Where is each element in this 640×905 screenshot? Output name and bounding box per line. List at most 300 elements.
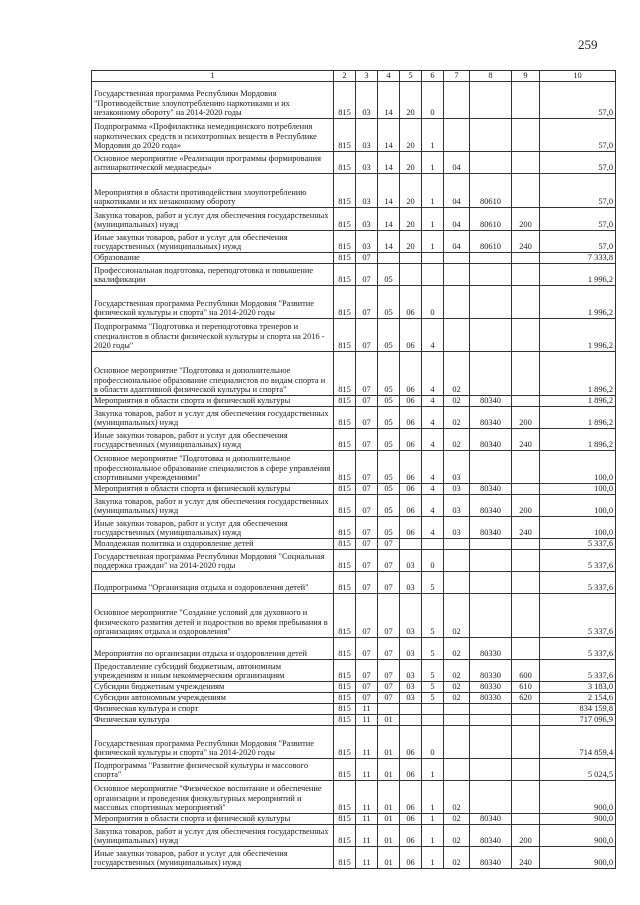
code-cell-c3: 03 — [356, 174, 378, 208]
code-cell-c3: 11 — [356, 847, 378, 869]
code-cell-c7: 03 — [444, 484, 470, 495]
code-cell-c8: 80340 — [470, 847, 512, 869]
row-name: Подпрограмма "Подготовка и переподготовка тренеров и специалистов в области физической культуры и спорта на 2016 - 2020 годы" — [92, 319, 334, 352]
code-cell-c4: 14 — [378, 231, 400, 253]
code-cell-c5: 06 — [400, 517, 422, 539]
code-cell-c2: 815 — [334, 594, 356, 638]
code-cell-c6: 0 — [422, 82, 444, 119]
code-cell-c9: 610 — [512, 682, 540, 693]
code-cell-c5: 06 — [400, 286, 422, 319]
code-cell-c6 — [422, 715, 444, 726]
code-cell-c6: 5 — [422, 638, 444, 660]
code-cell-c3: 03 — [356, 231, 378, 253]
row-name: Физическая культура и спорт — [92, 704, 334, 715]
code-cell-c2: 815 — [334, 231, 356, 253]
amount-cell: 1 996,2 — [540, 319, 616, 352]
code-cell-c3: 07 — [356, 429, 378, 451]
row-name: Субсидии бюджетным учреждениям — [92, 682, 334, 693]
amount-cell: 100,0 — [540, 451, 616, 484]
code-cell-c7: 02 — [444, 682, 470, 693]
table-row — [92, 550, 616, 572]
row-name: Государственная программа Республики Мордовия "Социальная поддержка граждан" на 2014-2020 годы — [92, 550, 334, 572]
code-cell-c6: 1 — [422, 231, 444, 253]
code-cell-c5: 06 — [400, 726, 422, 759]
table-row — [92, 814, 616, 825]
code-cell-c7: 02 — [444, 594, 470, 638]
code-cell-c2: 815 — [334, 119, 356, 152]
code-cell-c5: 20 — [400, 231, 422, 253]
amount-cell: 714 859,4 — [540, 726, 616, 759]
code-cell-c8 — [470, 594, 512, 638]
code-cell-c9 — [512, 704, 540, 715]
code-cell-c9: 240 — [512, 847, 540, 869]
row-name: Закупка товаров, работ и услуг для обеспечения государственных (муниципальных) нужд — [92, 495, 334, 517]
code-cell-c3: 07 — [356, 264, 378, 286]
code-cell-c9 — [512, 152, 540, 174]
code-cell-c7: 02 — [444, 396, 470, 407]
table-row — [92, 396, 616, 407]
table-row — [92, 572, 616, 594]
amount-cell: 3 183,0 — [540, 682, 616, 693]
code-cell-c6: 5 — [422, 660, 444, 682]
code-cell-c4: 05 — [378, 264, 400, 286]
code-cell-c5: 03 — [400, 638, 422, 660]
code-cell-c8 — [470, 572, 512, 594]
code-cell-c4: 05 — [378, 429, 400, 451]
table-row — [92, 847, 616, 869]
row-name: Иные закупки товаров, работ и услуг для обеспечения государственных (муниципальных) нужд — [92, 847, 334, 869]
table-row — [92, 253, 616, 264]
code-cell-c2: 815 — [334, 539, 356, 550]
code-cell-c9 — [512, 253, 540, 264]
code-cell-c9: 200 — [512, 495, 540, 517]
code-cell-c3: 07 — [356, 550, 378, 572]
code-cell-c6: 4 — [422, 484, 444, 495]
code-cell-c4: 01 — [378, 781, 400, 814]
code-cell-c9: 200 — [512, 407, 540, 429]
amount-cell: 1 896,2 — [540, 407, 616, 429]
code-cell-c4: 07 — [378, 539, 400, 550]
code-cell-c4: 01 — [378, 814, 400, 825]
code-cell-c9 — [512, 715, 540, 726]
code-cell-c2: 815 — [334, 693, 356, 704]
code-cell-c9 — [512, 759, 540, 781]
code-cell-c9 — [512, 726, 540, 759]
code-cell-c3: 11 — [356, 814, 378, 825]
amount-cell: 5 337,6 — [540, 638, 616, 660]
code-cell-c5: 06 — [400, 352, 422, 396]
amount-cell: 100,0 — [540, 495, 616, 517]
code-cell-c5: 06 — [400, 484, 422, 495]
code-cell-c4: 05 — [378, 286, 400, 319]
amount-cell: 5 024,5 — [540, 759, 616, 781]
code-cell-c6: 0 — [422, 286, 444, 319]
code-cell-c9 — [512, 594, 540, 638]
code-cell-c7 — [444, 715, 470, 726]
code-cell-c4: 05 — [378, 451, 400, 484]
code-cell-c5 — [400, 715, 422, 726]
code-cell-c9: 240 — [512, 517, 540, 539]
code-cell-c6: 5 — [422, 682, 444, 693]
amount-cell: 57,0 — [540, 231, 616, 253]
code-cell-c7 — [444, 119, 470, 152]
code-cell-c7: 03 — [444, 451, 470, 484]
row-name: Молодежная политика и оздоровление детей — [92, 539, 334, 550]
code-cell-c2: 815 — [334, 517, 356, 539]
code-cell-c6: 1 — [422, 825, 444, 847]
code-cell-c8 — [470, 451, 512, 484]
column-header: 10 — [540, 71, 616, 82]
amount-cell: 7 333,8 — [540, 253, 616, 264]
code-cell-c7 — [444, 704, 470, 715]
amount-cell: 57,0 — [540, 82, 616, 119]
code-cell-c4: 05 — [378, 495, 400, 517]
code-cell-c2: 815 — [334, 82, 356, 119]
code-cell-c7: 02 — [444, 693, 470, 704]
amount-cell: 834 159,8 — [540, 704, 616, 715]
code-cell-c8 — [470, 253, 512, 264]
code-cell-c5: 20 — [400, 119, 422, 152]
table-row — [92, 715, 616, 726]
row-name: Субсидии автономным учреждениям — [92, 693, 334, 704]
table-row — [92, 484, 616, 495]
code-cell-c4: 07 — [378, 638, 400, 660]
code-cell-c2: 815 — [334, 152, 356, 174]
amount-cell: 2 154,6 — [540, 693, 616, 704]
code-cell-c9 — [512, 638, 540, 660]
row-name: Образование — [92, 253, 334, 264]
code-cell-c2: 815 — [334, 352, 356, 396]
code-cell-c2: 815 — [334, 264, 356, 286]
code-cell-c3: 11 — [356, 825, 378, 847]
code-cell-c6: 4 — [422, 517, 444, 539]
amount-cell: 5 337,6 — [540, 539, 616, 550]
code-cell-c8 — [470, 264, 512, 286]
code-cell-c2: 815 — [334, 484, 356, 495]
code-cell-c2: 815 — [334, 638, 356, 660]
table-row — [92, 319, 616, 352]
code-cell-c6: 1 — [422, 847, 444, 869]
table-row — [92, 174, 616, 208]
amount-cell: 900,0 — [540, 847, 616, 869]
table-row — [92, 825, 616, 847]
code-cell-c9 — [512, 484, 540, 495]
code-cell-c7: 02 — [444, 825, 470, 847]
code-cell-c5: 06 — [400, 429, 422, 451]
code-cell-c8: 80340 — [470, 429, 512, 451]
code-cell-c3: 07 — [356, 693, 378, 704]
code-cell-c8 — [470, 82, 512, 119]
code-cell-c3: 07 — [356, 407, 378, 429]
code-cell-c2: 815 — [334, 550, 356, 572]
code-cell-c4: 14 — [378, 119, 400, 152]
code-cell-c6: 1 — [422, 759, 444, 781]
code-cell-c8: 80330 — [470, 693, 512, 704]
code-cell-c7: 04 — [444, 152, 470, 174]
code-cell-c4: 05 — [378, 517, 400, 539]
row-name: Основное мероприятие "Подготовка и дополнительное профессиональное образование специалистов по видам спорта и в области адаптивной физической культуры и спорта" — [92, 352, 334, 396]
code-cell-c4: 14 — [378, 174, 400, 208]
code-cell-c8 — [470, 726, 512, 759]
code-cell-c5: 03 — [400, 550, 422, 572]
code-cell-c8: 80610 — [470, 208, 512, 231]
row-name: Мероприятия в области противодействия злоупотреблению наркотиками и их незаконному обороту — [92, 174, 334, 208]
table-row — [92, 208, 616, 231]
table-row — [92, 82, 616, 119]
row-name: Государственная программа Республики Мордовия "Развитие физической культуры и спорта" на 2014-2020 годы — [92, 286, 334, 319]
code-cell-c4: 07 — [378, 693, 400, 704]
code-cell-c3: 07 — [356, 682, 378, 693]
code-cell-c5: 06 — [400, 847, 422, 869]
code-cell-c7: 04 — [444, 174, 470, 208]
column-header: 2 — [334, 71, 356, 82]
amount-cell: 717 096,9 — [540, 715, 616, 726]
code-cell-c6: 5 — [422, 572, 444, 594]
code-cell-c3: 07 — [356, 495, 378, 517]
code-cell-c5: 20 — [400, 208, 422, 231]
table-row — [92, 682, 616, 693]
code-cell-c4: 07 — [378, 682, 400, 693]
code-cell-c3: 11 — [356, 759, 378, 781]
code-cell-c4: 14 — [378, 82, 400, 119]
code-cell-c8: 80340 — [470, 396, 512, 407]
code-cell-c7 — [444, 286, 470, 319]
code-cell-c4 — [378, 253, 400, 264]
code-cell-c5: 03 — [400, 594, 422, 638]
code-cell-c5: 06 — [400, 407, 422, 429]
row-name: Мероприятия в области спорта и физической культуры — [92, 396, 334, 407]
code-cell-c3: 11 — [356, 715, 378, 726]
code-cell-c6: 5 — [422, 594, 444, 638]
code-cell-c4: 05 — [378, 396, 400, 407]
column-header: 9 — [512, 71, 540, 82]
code-cell-c5 — [400, 704, 422, 715]
row-name: Подпрограмма «Профилактика немедицинского потребления наркотических средств и психотропных веществ в Республике Мордовия до 2020 года» — [92, 119, 334, 152]
code-cell-c3: 07 — [356, 660, 378, 682]
code-cell-c5: 06 — [400, 814, 422, 825]
code-cell-c6: 5 — [422, 693, 444, 704]
table-row — [92, 352, 616, 396]
code-cell-c8: 80340 — [470, 484, 512, 495]
code-cell-c7 — [444, 726, 470, 759]
row-name: Закупка товаров, работ и услуг для обеспечения государственных (муниципальных) нужд — [92, 208, 334, 231]
code-cell-c4: 01 — [378, 759, 400, 781]
code-cell-c2: 815 — [334, 319, 356, 352]
amount-cell: 900,0 — [540, 814, 616, 825]
amount-cell: 57,0 — [540, 208, 616, 231]
code-cell-c8 — [470, 319, 512, 352]
table-row — [92, 517, 616, 539]
code-cell-c5 — [400, 264, 422, 286]
code-cell-c5: 20 — [400, 82, 422, 119]
code-cell-c6: 1 — [422, 814, 444, 825]
table-row — [92, 638, 616, 660]
code-cell-c8: 80340 — [470, 825, 512, 847]
row-name: Мероприятия по организации отдыха и оздоровления детей — [92, 638, 334, 660]
code-cell-c2: 815 — [334, 715, 356, 726]
amount-cell: 5 337,6 — [540, 572, 616, 594]
code-cell-c5: 06 — [400, 495, 422, 517]
code-cell-c4: 14 — [378, 152, 400, 174]
code-cell-c9 — [512, 451, 540, 484]
row-name: Основное мероприятие "Физическое воспитание и обеспечение организации и проведения физкультурных мероприятий и массовых спортивных мероприятий" — [92, 781, 334, 814]
column-header: 5 — [400, 71, 422, 82]
row-name: Подпрограмма "Развитие физической культуры и массового спорта" — [92, 759, 334, 781]
amount-cell: 900,0 — [540, 781, 616, 814]
code-cell-c4 — [378, 704, 400, 715]
table-row — [92, 152, 616, 174]
code-cell-c3: 07 — [356, 253, 378, 264]
table-row — [92, 693, 616, 704]
column-header: 3 — [356, 71, 378, 82]
code-cell-c3: 07 — [356, 594, 378, 638]
code-cell-c2: 815 — [334, 660, 356, 682]
code-cell-c6: 1 — [422, 208, 444, 231]
code-cell-c4: 07 — [378, 594, 400, 638]
code-cell-c5: 06 — [400, 451, 422, 484]
code-cell-c3: 07 — [356, 572, 378, 594]
row-name: Физическая культура — [92, 715, 334, 726]
code-cell-c8 — [470, 704, 512, 715]
table-row — [92, 286, 616, 319]
code-cell-c2: 815 — [334, 208, 356, 231]
code-cell-c9 — [512, 286, 540, 319]
code-cell-c6 — [422, 539, 444, 550]
code-cell-c4: 05 — [378, 352, 400, 396]
code-cell-c4: 07 — [378, 572, 400, 594]
code-cell-c5: 03 — [400, 682, 422, 693]
row-name: Закупка товаров, работ и услуг для обеспечения государственных (муниципальных) нужд — [92, 407, 334, 429]
code-cell-c8: 80610 — [470, 174, 512, 208]
table-row — [92, 781, 616, 814]
row-name: Основное мероприятие "Создание условий для духовного и физического развития детей и подростков во время пребывания в организациях отдыха и оздоровления" — [92, 594, 334, 638]
code-cell-c8: 80340 — [470, 814, 512, 825]
amount-cell: 5 337,6 — [540, 660, 616, 682]
code-cell-c5 — [400, 253, 422, 264]
budget-table — [91, 70, 616, 869]
code-cell-c5: 06 — [400, 396, 422, 407]
code-cell-c8 — [470, 781, 512, 814]
code-cell-c7: 02 — [444, 638, 470, 660]
code-cell-c5: 06 — [400, 759, 422, 781]
code-cell-c3: 03 — [356, 152, 378, 174]
code-cell-c6: 0 — [422, 726, 444, 759]
code-cell-c6: 1 — [422, 174, 444, 208]
amount-cell: 1 996,2 — [540, 286, 616, 319]
code-cell-c5 — [400, 539, 422, 550]
code-cell-c3: 07 — [356, 396, 378, 407]
code-cell-c7: 03 — [444, 517, 470, 539]
code-cell-c9 — [512, 781, 540, 814]
code-cell-c3: 07 — [356, 638, 378, 660]
code-cell-c6: 0 — [422, 550, 444, 572]
code-cell-c8: 80340 — [470, 495, 512, 517]
column-header: 1 — [92, 71, 334, 82]
code-cell-c8 — [470, 119, 512, 152]
amount-cell: 5 337,6 — [540, 550, 616, 572]
code-cell-c6 — [422, 704, 444, 715]
amount-cell: 900,0 — [540, 825, 616, 847]
code-cell-c9 — [512, 572, 540, 594]
code-cell-c7 — [444, 319, 470, 352]
table-row — [92, 495, 616, 517]
code-cell-c3: 07 — [356, 517, 378, 539]
amount-cell: 57,0 — [540, 119, 616, 152]
code-cell-c4: 01 — [378, 825, 400, 847]
code-cell-c9 — [512, 119, 540, 152]
code-cell-c8: 80330 — [470, 660, 512, 682]
code-cell-c8: 80340 — [470, 517, 512, 539]
code-cell-c6: 4 — [422, 319, 444, 352]
code-cell-c7: 02 — [444, 407, 470, 429]
code-cell-c2: 815 — [334, 704, 356, 715]
code-cell-c9 — [512, 352, 540, 396]
code-cell-c4: 07 — [378, 660, 400, 682]
row-name: Профессиональная подготовка, переподготовка и повышение квалификации — [92, 264, 334, 286]
code-cell-c6: 4 — [422, 407, 444, 429]
code-cell-c8 — [470, 550, 512, 572]
code-cell-c5: 06 — [400, 825, 422, 847]
code-cell-c4: 05 — [378, 319, 400, 352]
code-cell-c7 — [444, 539, 470, 550]
code-cell-c9 — [512, 319, 540, 352]
code-cell-c4: 01 — [378, 715, 400, 726]
code-cell-c8: 80340 — [470, 407, 512, 429]
code-cell-c6: 4 — [422, 352, 444, 396]
code-cell-c6: 4 — [422, 451, 444, 484]
column-header: 6 — [422, 71, 444, 82]
amount-cell: 57,0 — [540, 174, 616, 208]
code-cell-c5: 20 — [400, 174, 422, 208]
amount-cell: 1 896,2 — [540, 352, 616, 396]
code-cell-c3: 07 — [356, 539, 378, 550]
code-cell-c7: 02 — [444, 660, 470, 682]
code-cell-c4: 01 — [378, 847, 400, 869]
code-cell-c9: 240 — [512, 429, 540, 451]
code-cell-c8 — [470, 352, 512, 396]
row-name: Мероприятия в области спорта и физической культуры — [92, 814, 334, 825]
code-cell-c9 — [512, 264, 540, 286]
code-cell-c2: 815 — [334, 781, 356, 814]
code-cell-c2: 815 — [334, 396, 356, 407]
code-cell-c9 — [512, 814, 540, 825]
code-cell-c7: 02 — [444, 781, 470, 814]
code-cell-c9: 200 — [512, 208, 540, 231]
amount-cell: 5 337,6 — [540, 594, 616, 638]
code-cell-c9 — [512, 396, 540, 407]
code-cell-c3: 11 — [356, 726, 378, 759]
code-cell-c5: 03 — [400, 693, 422, 704]
amount-cell: 100,0 — [540, 484, 616, 495]
row-name: Предоставление субсидий бюджетным, автономным учреждениям и иным некоммерческим организациям — [92, 660, 334, 682]
column-header: 4 — [378, 71, 400, 82]
row-name: Иные закупки товаров, работ и услуг для обеспечения государственных (муниципальных) нужд — [92, 517, 334, 539]
table-row — [92, 660, 616, 682]
code-cell-c2: 815 — [334, 814, 356, 825]
row-name: Закупка товаров, работ и услуг для обеспечения государственных (муниципальных) нужд — [92, 825, 334, 847]
code-cell-c7 — [444, 253, 470, 264]
code-cell-c3: 07 — [356, 319, 378, 352]
table-row — [92, 451, 616, 484]
code-cell-c3: 07 — [356, 352, 378, 396]
code-cell-c5: 03 — [400, 572, 422, 594]
amount-cell: 1 896,2 — [540, 429, 616, 451]
code-cell-c7: 02 — [444, 352, 470, 396]
code-cell-c9 — [512, 174, 540, 208]
code-cell-c2: 815 — [334, 759, 356, 781]
code-cell-c7: 02 — [444, 847, 470, 869]
code-cell-c6: 4 — [422, 429, 444, 451]
